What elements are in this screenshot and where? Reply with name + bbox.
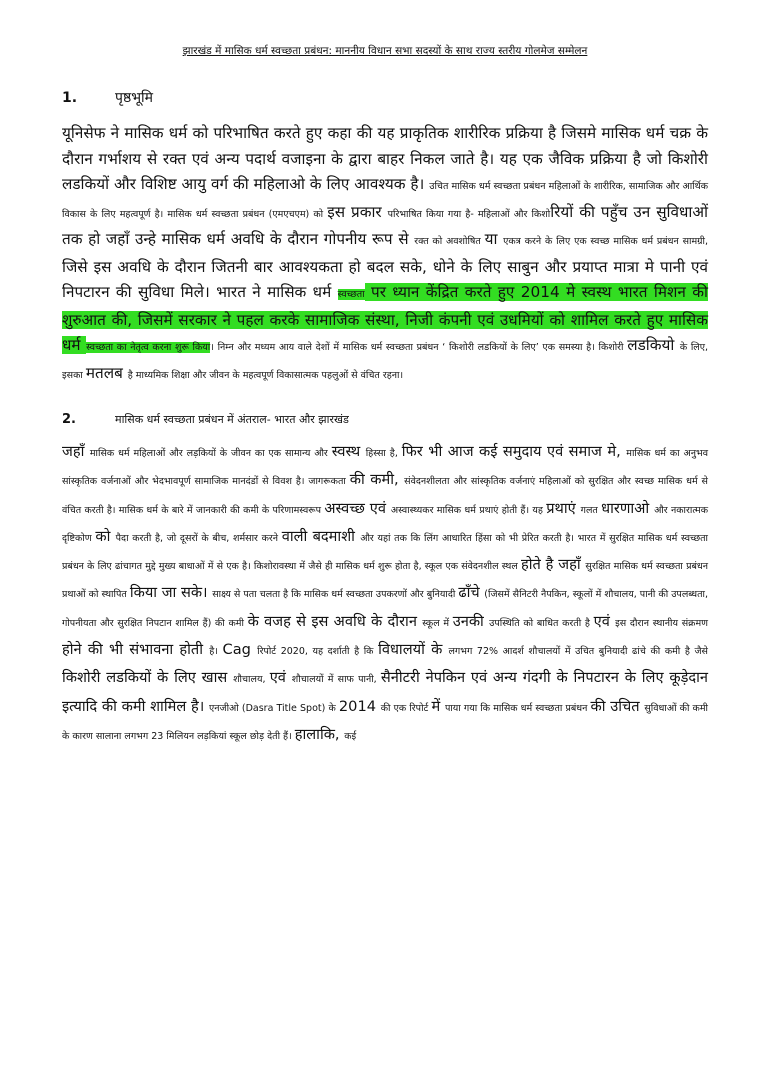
text-run: 2014 — [338, 697, 381, 715]
text-run: इस दौरान स्थानीय संक्रमण — [615, 617, 708, 629]
text-run: है माध्यमिक शिक्षा और जीवन के महत्वपूर्ण विकासात्मक पहलुओं से वंचित रहना। — [127, 369, 404, 381]
text-run: वाली बदमाशी — [281, 527, 361, 545]
text-run: फिर भी आज कई समुदाय एवं समाज मे, — [401, 443, 627, 460]
section-2-heading — [62, 412, 708, 427]
text-run: धारणाओ — [601, 499, 655, 517]
text-run: परिभाषित किया गया है- महिलाओं — [387, 208, 514, 220]
text-run: रियों की पहुँच उन सुविधाओं तक हो जहाँ उन्हे मासिक धर्म अवधि के दौरान गोपनीय रूप से — [62, 202, 709, 248]
text-run: सुविधाओं की कमी के कारण सालाना लगभग 23 मिलियन लड़कियां स्कूल छोड़ देती हैं। — [62, 702, 708, 742]
text-run: के लिए, इसका — [62, 342, 709, 381]
text-run: एवं — [593, 612, 616, 630]
text-run: । निम्न और मध्यम आय वाले देशों में मासिक धर्म स्वच्छता प्रबंधन ‘ — [210, 342, 449, 353]
text-run: एनजीओ (Dasra Title Spot) के — [209, 702, 339, 714]
text-run: हिस्सा है, — [365, 448, 402, 459]
section-2-number: 2. — [62, 412, 76, 427]
text-run: की उचित — [590, 697, 645, 715]
text-run: इस प्रकार — [327, 202, 388, 221]
text-run: और नकारात्मक दृष्टिकोण — [62, 504, 708, 544]
text-run: और — [513, 208, 532, 220]
text-run: लडकियो — [627, 336, 680, 354]
text-run: उपस्थिति को बाधित करती है — [489, 617, 594, 629]
text-run: साक्ष्य से पता चलता है कि मासिक धर्म स्वच्छता उपकरणों और बुनियादी — [212, 589, 459, 601]
text-run: रक्त को अवशोषित — [414, 236, 485, 247]
section-1-title: पृष्ठभूमि — [115, 90, 154, 106]
text-run: स्वस्थ — [331, 443, 366, 460]
text-run: कई — [344, 730, 357, 742]
text-run: रिपोर्ट 2020, यह दर्शाती है कि — [257, 646, 379, 658]
text-run: लगभग 72% आदर्श शौचालयों में उचित बुनियादी ढांचे की कमी है जैसे — [448, 646, 708, 658]
text-run: उनकी — [452, 612, 490, 630]
text-run: सैनीटरी नेपकिन एवं अन्य गंदगी के निपटारन के लिए कूड़ेदान इत्यादि की कमी शामिल है। — [62, 669, 709, 715]
highlighted-text: स्वच्छता — [337, 289, 365, 300]
text-run: होते है जहाँ — [521, 556, 586, 574]
text-run: या — [484, 230, 504, 248]
text-run: गलत — [580, 504, 602, 516]
text-run: प्रथाएं — [546, 499, 581, 517]
highlighted-text: पर ध्यान केंद्रित करते हुए 2014 मे स्वस्थ भारत मिशन की शुरुआत की, जिसमें सरकार ने पहल करके सामाजिक संस्था, निजी कंपनी एवं उधमियों को शामिल करते हुए मासिक धर्म — [62, 283, 708, 354]
text-run: है। — [209, 646, 223, 658]
text-run: उचित मासिक धर्म स्वच्छता प्रबंधन महिलाओं के शारीरिक, सामाजिक और आर्थिक विकास के लिए महत्वपूर्ण है। मासिक धर्म स्वच्छता प्रबंधन (एमएचएम) को — [62, 181, 708, 220]
text-run: ढाँचे — [458, 584, 485, 602]
text-run: पाया गया कि मासिक धर्म स्वच्छता प्रबंधन — [444, 702, 591, 714]
text-run: और यहां तक कि लिंग आधारित हिंसा को भी प्रेरित करती — [360, 532, 566, 544]
text-run: किशोरी लडकियों के लिए खास — [62, 669, 234, 687]
section-1-paragraph — [62, 121, 708, 388]
highlighted-text: स्वच्छता का नेतृत्व करना शुरू किया — [86, 342, 211, 353]
text-run: शौचालय, — [233, 674, 270, 686]
section-1-number: 1. — [62, 90, 78, 106]
text-run: मतलब — [85, 363, 128, 382]
text-run: हालाकि, — [294, 725, 345, 743]
text-run: सुरक्षित मासिक धर्म स्वच्छता प्रबंधन प्रथाओं को स्थापित — [62, 561, 709, 601]
text-run: किशोरी लडकियों के लिए’ — [448, 342, 543, 353]
text-run: के वजह से इस अवधि के दौरान — [247, 612, 423, 630]
text-run: संवेदनशीलता और सांस्कृतिक वर्जनाएं — [404, 476, 540, 488]
text-run: Cag — [222, 641, 258, 659]
text-run: है। भारत में सुरक्षित मासिक धर्म स्वच्छता प्रबंधन के लिए ढांचागत मुद्दे मुख्य बाधाओं में से एक है। किशोरावस्था में जैसे ही मासिक धर्म शुरू होता है, स्कूल एक संवेदनशील स्थल — [62, 532, 709, 573]
document-page — [0, 44, 768, 1068]
text-run: अस्वच्छ एवं — [324, 499, 391, 517]
text-run: की एक रिपोर्ट — [380, 702, 432, 714]
text-run: किया जा सके। — [129, 584, 213, 602]
text-run: विधालयों के — [378, 641, 449, 659]
text-run: (जिसमें सैनिटरी नैपकिन, स्कूलों में शौचालय, पानी की उपलब्धता, गोपनीयता और सुरक्षित निपटान शामिल हैं) की कमी — [62, 589, 708, 629]
section-1-heading — [62, 88, 708, 107]
document-title: झारखंड में मासिक धर्म स्वच्छता प्रबंधन: माननीय विधान सभा सदस्यों के साथ राज्य स्तरीय गोलमेज सम्मेलन — [182, 45, 588, 57]
text-run: पैदा करती — [115, 532, 155, 544]
text-run: शौचालयों में साफ पानी, — [291, 674, 381, 686]
text-run: मासिक धर्म महिलाओं और लड़कियों के जीवन का एक सामान्य और — [89, 448, 332, 459]
text-run: है, जो दूसरों के बीच, शर्मसार करने — [154, 532, 282, 544]
text-run: अस्वास्थ्यकर मासिक धर्म प्रथाएं होती हैं। यह — [390, 504, 547, 516]
text-run: होने की भी संभावना होती — [62, 641, 210, 659]
section-2-title: मासिक धर्म स्वच्छता प्रबंधन में अंतराल- भारत और झारखंड — [115, 413, 349, 426]
text-run: किशो — [531, 208, 551, 220]
text-run: स्कूल में — [422, 617, 453, 629]
text-run: को — [95, 527, 116, 545]
text-run: एवं — [269, 669, 292, 687]
text-run: की कमी, — [349, 471, 405, 489]
text-run: एकत्र करने के लिए एक स्वच्छ मासिक धर्म प्रबंधन सामग्री, — [503, 236, 708, 247]
text-run: जहाँ — [62, 443, 90, 460]
text-run: में — [431, 697, 445, 715]
text-run: यूनिसेफ ने मासिक धर्म को परिभाषित करते हुए कहा की यह प्राकृतिक शारीरिक प्रक्रिया है जिसमे मासिक धर्म चक्र के दौरान गर्भाशय से रक्त एवं अन्य पदार्थ वजाइना के द्वारा बाहर निकल जाते है। यह एक जैविक प्रक्रिया है जो किशोरी लडकियों और विशिष्ट आयु वर्ग की महिलाओ के लिए आवश्यक है। — [62, 124, 708, 193]
text-run: मासिक धर्म का अनुभव सांस्कृतिक वर्जनाओं और भेदभावपूर्ण सामाजिक मानदंडों से विवश है। जागरूकता — [62, 448, 709, 488]
text-run: एक समस्या है। किशोरी — [542, 342, 628, 353]
text-run: महिलाओं को सुरक्षित और स्वच्छ मासिक धर्म से वंचित करती है। मासिक धर्म के बारे में जानकारी की कमी के परिणामस्वरूप — [62, 476, 708, 516]
section-2-paragraph — [62, 439, 708, 750]
text-run: जिसे इस अवधि के दौरान जितनी बार आवश्यकता हो बदल सके, धोने के लिए साबुन और प्रयाप्त मात्रा मे पानी एवं निपटारन की सुविधा मिले। भारत ने मासिक धर्म — [62, 257, 708, 301]
